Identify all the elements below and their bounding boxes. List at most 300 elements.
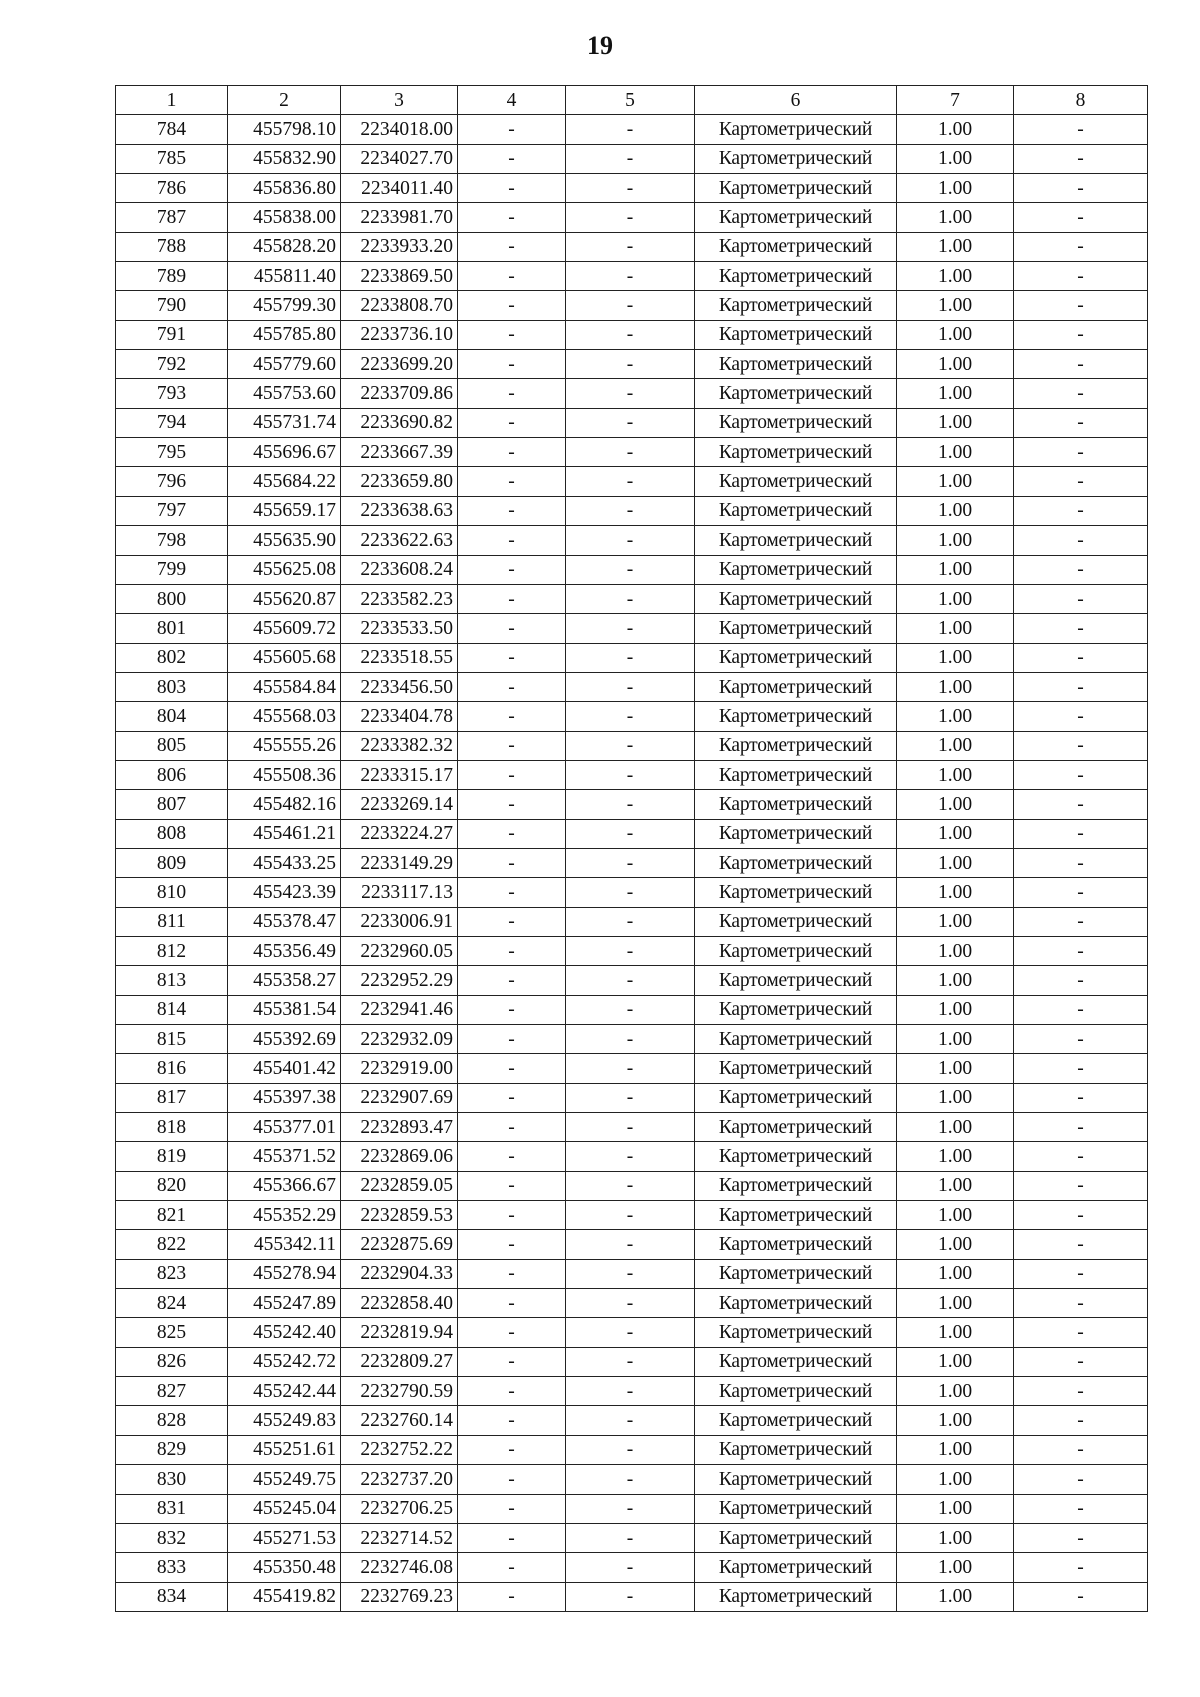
column-5-cell: -: [566, 1289, 695, 1318]
x-coordinate-cell: 455832.90: [228, 144, 341, 173]
table-row: [116, 1171, 1148, 1200]
column-8-cell: -: [1014, 643, 1148, 672]
method-cell: Картометрический: [695, 1406, 897, 1435]
x-coordinate-cell: 455838.00: [228, 203, 341, 232]
column-4-cell: -: [458, 1553, 566, 1582]
table-row: [116, 1054, 1148, 1083]
column-4-cell: -: [458, 232, 566, 261]
column-5-cell: -: [566, 907, 695, 936]
accuracy-cell: 1.00: [897, 496, 1014, 525]
x-coordinate-cell: 455696.67: [228, 438, 341, 467]
point-number-cell: 787: [116, 203, 228, 232]
column-8-cell: -: [1014, 1142, 1148, 1171]
point-number-cell: 825: [116, 1318, 228, 1347]
point-number-cell: 784: [116, 115, 228, 144]
column-8-cell: -: [1014, 1259, 1148, 1288]
table-row: [116, 1523, 1148, 1552]
x-coordinate-cell: 455392.69: [228, 1025, 341, 1054]
x-coordinate-cell: 455401.42: [228, 1054, 341, 1083]
point-number-cell: 788: [116, 232, 228, 261]
column-header: 7: [897, 86, 1014, 115]
y-coordinate-cell: 2232904.33: [341, 1259, 458, 1288]
y-coordinate-cell: 2232752.22: [341, 1435, 458, 1464]
column-5-cell: -: [566, 1494, 695, 1523]
column-5-cell: -: [566, 1113, 695, 1142]
method-cell: Картометрический: [695, 1259, 897, 1288]
point-number-cell: 790: [116, 291, 228, 320]
column-4-cell: -: [458, 760, 566, 789]
column-8-cell: -: [1014, 320, 1148, 349]
column-8-cell: -: [1014, 1025, 1148, 1054]
point-number-cell: 785: [116, 144, 228, 173]
table-row: [116, 203, 1148, 232]
table-row: [116, 1435, 1148, 1464]
x-coordinate-cell: 455356.49: [228, 936, 341, 965]
accuracy-cell: 1.00: [897, 1553, 1014, 1582]
table-row: [116, 467, 1148, 496]
column-header: 5: [566, 86, 695, 115]
accuracy-cell: 1.00: [897, 702, 1014, 731]
column-4-cell: -: [458, 115, 566, 144]
point-number-cell: 824: [116, 1289, 228, 1318]
point-number-cell: 820: [116, 1171, 228, 1200]
column-4-cell: -: [458, 1083, 566, 1112]
accuracy-cell: 1.00: [897, 1201, 1014, 1230]
y-coordinate-cell: 2232907.69: [341, 1083, 458, 1112]
column-8-cell: -: [1014, 584, 1148, 613]
column-8-cell: -: [1014, 1230, 1148, 1259]
y-coordinate-cell: 2232737.20: [341, 1465, 458, 1494]
column-8-cell: -: [1014, 1201, 1148, 1230]
column-4-cell: -: [458, 379, 566, 408]
column-4-cell: -: [458, 1171, 566, 1200]
column-4-cell: -: [458, 907, 566, 936]
x-coordinate-cell: 455423.39: [228, 878, 341, 907]
column-5-cell: -: [566, 1553, 695, 1582]
accuracy-cell: 1.00: [897, 526, 1014, 555]
table-row: [116, 174, 1148, 203]
point-number-cell: 796: [116, 467, 228, 496]
method-cell: Картометрический: [695, 1083, 897, 1112]
x-coordinate-cell: 455358.27: [228, 966, 341, 995]
column-8-cell: -: [1014, 966, 1148, 995]
table-row: [116, 438, 1148, 467]
x-coordinate-cell: 455836.80: [228, 174, 341, 203]
x-coordinate-cell: 455352.29: [228, 1201, 341, 1230]
column-8-cell: -: [1014, 1347, 1148, 1376]
accuracy-cell: 1.00: [897, 936, 1014, 965]
table-row: [116, 584, 1148, 613]
method-cell: Картометрический: [695, 731, 897, 760]
y-coordinate-cell: 2233269.14: [341, 790, 458, 819]
column-8-cell: -: [1014, 1318, 1148, 1347]
column-5-cell: -: [566, 555, 695, 584]
y-coordinate-cell: 2232893.47: [341, 1113, 458, 1142]
column-5-cell: -: [566, 584, 695, 613]
column-4-cell: -: [458, 1025, 566, 1054]
column-5-cell: -: [566, 966, 695, 995]
method-cell: Картометрический: [695, 1171, 897, 1200]
column-4-cell: -: [458, 1465, 566, 1494]
column-5-cell: -: [566, 878, 695, 907]
y-coordinate-cell: 2233006.91: [341, 907, 458, 936]
x-coordinate-cell: 455366.67: [228, 1171, 341, 1200]
y-coordinate-cell: 2233315.17: [341, 760, 458, 789]
y-coordinate-cell: 2232790.59: [341, 1377, 458, 1406]
table-row: [116, 232, 1148, 261]
column-5-cell: -: [566, 702, 695, 731]
x-coordinate-cell: 455625.08: [228, 555, 341, 584]
column-5-cell: -: [566, 819, 695, 848]
y-coordinate-cell: 2233667.39: [341, 438, 458, 467]
x-coordinate-cell: 455371.52: [228, 1142, 341, 1171]
table-row: [116, 614, 1148, 643]
accuracy-cell: 1.00: [897, 232, 1014, 261]
column-8-cell: -: [1014, 203, 1148, 232]
table-row: [116, 408, 1148, 437]
x-coordinate-cell: 455342.11: [228, 1230, 341, 1259]
column-5-cell: -: [566, 1435, 695, 1464]
column-5-cell: -: [566, 526, 695, 555]
y-coordinate-cell: 2233699.20: [341, 350, 458, 379]
method-cell: Картометрический: [695, 144, 897, 173]
column-5-cell: -: [566, 1523, 695, 1552]
x-coordinate-cell: 455555.26: [228, 731, 341, 760]
method-cell: Картометрический: [695, 291, 897, 320]
column-5-cell: -: [566, 848, 695, 877]
column-8-cell: -: [1014, 995, 1148, 1024]
column-4-cell: -: [458, 848, 566, 877]
column-5-cell: -: [566, 174, 695, 203]
column-4-cell: -: [458, 203, 566, 232]
column-8-cell: -: [1014, 1113, 1148, 1142]
column-8-cell: -: [1014, 936, 1148, 965]
method-cell: Картометрический: [695, 1142, 897, 1171]
y-coordinate-cell: 2233404.78: [341, 702, 458, 731]
point-number-cell: 822: [116, 1230, 228, 1259]
column-5-cell: -: [566, 144, 695, 173]
column-4-cell: -: [458, 1318, 566, 1347]
point-number-cell: 811: [116, 907, 228, 936]
column-8-cell: -: [1014, 1465, 1148, 1494]
point-number-cell: 794: [116, 408, 228, 437]
column-4-cell: -: [458, 672, 566, 701]
table-row: [116, 1377, 1148, 1406]
x-coordinate-cell: 455753.60: [228, 379, 341, 408]
column-8-cell: -: [1014, 848, 1148, 877]
point-number-cell: 831: [116, 1494, 228, 1523]
x-coordinate-cell: 455242.72: [228, 1347, 341, 1376]
column-8-cell: -: [1014, 1435, 1148, 1464]
point-number-cell: 818: [116, 1113, 228, 1142]
table-row: [116, 379, 1148, 408]
table-row: [116, 936, 1148, 965]
column-8-cell: -: [1014, 878, 1148, 907]
column-header: 4: [458, 86, 566, 115]
point-number-cell: 801: [116, 614, 228, 643]
x-coordinate-cell: 455811.40: [228, 262, 341, 291]
method-cell: Картометрический: [695, 1435, 897, 1464]
point-number-cell: 816: [116, 1054, 228, 1083]
point-number-cell: 813: [116, 966, 228, 995]
accuracy-cell: 1.00: [897, 966, 1014, 995]
method-cell: Картометрический: [695, 966, 897, 995]
table-row: [116, 790, 1148, 819]
table-row: [116, 1025, 1148, 1054]
y-coordinate-cell: 2232919.00: [341, 1054, 458, 1083]
x-coordinate-cell: 455378.47: [228, 907, 341, 936]
table-row: [116, 878, 1148, 907]
point-number-cell: 812: [116, 936, 228, 965]
column-4-cell: -: [458, 496, 566, 525]
column-header: 8: [1014, 86, 1148, 115]
column-4-cell: -: [458, 1582, 566, 1611]
method-cell: Картометрический: [695, 848, 897, 877]
y-coordinate-cell: 2234011.40: [341, 174, 458, 203]
accuracy-cell: 1.00: [897, 819, 1014, 848]
table-row: [116, 1494, 1148, 1523]
table-row: [116, 702, 1148, 731]
y-coordinate-cell: 2233981.70: [341, 203, 458, 232]
y-coordinate-cell: 2233518.55: [341, 643, 458, 672]
method-cell: Картометрический: [695, 350, 897, 379]
column-4-cell: -: [458, 790, 566, 819]
table-row: [116, 819, 1148, 848]
column-5-cell: -: [566, 203, 695, 232]
point-number-cell: 797: [116, 496, 228, 525]
x-coordinate-cell: 455271.53: [228, 1523, 341, 1552]
point-number-cell: 810: [116, 878, 228, 907]
method-cell: Картометрический: [695, 1025, 897, 1054]
accuracy-cell: 1.00: [897, 878, 1014, 907]
point-number-cell: 809: [116, 848, 228, 877]
y-coordinate-cell: 2233456.50: [341, 672, 458, 701]
column-8-cell: -: [1014, 1377, 1148, 1406]
point-number-cell: 802: [116, 643, 228, 672]
table-row: [116, 1553, 1148, 1582]
y-coordinate-cell: 2234018.00: [341, 115, 458, 144]
table-row: [116, 350, 1148, 379]
table-row: [116, 555, 1148, 584]
y-coordinate-cell: 2233638.63: [341, 496, 458, 525]
method-cell: Картометрический: [695, 614, 897, 643]
column-header: 6: [695, 86, 897, 115]
y-coordinate-cell: 2233690.82: [341, 408, 458, 437]
y-coordinate-cell: 2233659.80: [341, 467, 458, 496]
method-cell: Картометрический: [695, 760, 897, 789]
column-5-cell: -: [566, 1347, 695, 1376]
column-5-cell: -: [566, 1377, 695, 1406]
point-number-cell: 804: [116, 702, 228, 731]
method-cell: Картометрический: [695, 878, 897, 907]
accuracy-cell: 1.00: [897, 995, 1014, 1024]
column-4-cell: -: [458, 291, 566, 320]
y-coordinate-cell: 2233117.13: [341, 878, 458, 907]
y-coordinate-cell: 2233224.27: [341, 819, 458, 848]
table-row: [116, 907, 1148, 936]
x-coordinate-cell: 455731.74: [228, 408, 341, 437]
column-8-cell: -: [1014, 555, 1148, 584]
method-cell: Картометрический: [695, 408, 897, 437]
method-cell: Картометрический: [695, 1523, 897, 1552]
x-coordinate-cell: 455635.90: [228, 526, 341, 555]
column-8-cell: -: [1014, 1083, 1148, 1112]
accuracy-cell: 1.00: [897, 1142, 1014, 1171]
x-coordinate-cell: 455779.60: [228, 350, 341, 379]
x-coordinate-cell: 455785.80: [228, 320, 341, 349]
accuracy-cell: 1.00: [897, 731, 1014, 760]
column-4-cell: -: [458, 555, 566, 584]
column-4-cell: -: [458, 144, 566, 173]
accuracy-cell: 1.00: [897, 790, 1014, 819]
column-5-cell: -: [566, 1054, 695, 1083]
method-cell: Картометрический: [695, 936, 897, 965]
method-cell: Картометрический: [695, 555, 897, 584]
method-cell: Картометрический: [695, 1054, 897, 1083]
column-5-cell: -: [566, 1318, 695, 1347]
accuracy-cell: 1.00: [897, 760, 1014, 789]
column-8-cell: -: [1014, 907, 1148, 936]
x-coordinate-cell: 455461.21: [228, 819, 341, 848]
x-coordinate-cell: 455828.20: [228, 232, 341, 261]
column-4-cell: -: [458, 1142, 566, 1171]
method-cell: Картометрический: [695, 526, 897, 555]
y-coordinate-cell: 2232932.09: [341, 1025, 458, 1054]
column-5-cell: -: [566, 760, 695, 789]
y-coordinate-cell: 2233608.24: [341, 555, 458, 584]
point-number-cell: 807: [116, 790, 228, 819]
table-row: [116, 1230, 1148, 1259]
point-number-cell: 814: [116, 995, 228, 1024]
table-row: [116, 1289, 1148, 1318]
column-4-cell: -: [458, 1230, 566, 1259]
x-coordinate-cell: 455251.61: [228, 1435, 341, 1464]
column-4-cell: -: [458, 702, 566, 731]
accuracy-cell: 1.00: [897, 848, 1014, 877]
point-number-cell: 786: [116, 174, 228, 203]
column-5-cell: -: [566, 1142, 695, 1171]
x-coordinate-cell: 455419.82: [228, 1582, 341, 1611]
method-cell: Картометрический: [695, 1494, 897, 1523]
column-8-cell: -: [1014, 262, 1148, 291]
column-8-cell: -: [1014, 731, 1148, 760]
x-coordinate-cell: 455242.44: [228, 1377, 341, 1406]
y-coordinate-cell: 2233736.10: [341, 320, 458, 349]
accuracy-cell: 1.00: [897, 1113, 1014, 1142]
page-number: 19: [587, 31, 613, 60]
point-number-cell: 815: [116, 1025, 228, 1054]
column-8-cell: -: [1014, 144, 1148, 173]
accuracy-cell: 1.00: [897, 1435, 1014, 1464]
accuracy-cell: 1.00: [897, 467, 1014, 496]
method-cell: Картометрический: [695, 643, 897, 672]
column-8-cell: -: [1014, 232, 1148, 261]
method-cell: Картометрический: [695, 584, 897, 613]
column-4-cell: -: [458, 350, 566, 379]
column-4-cell: -: [458, 526, 566, 555]
method-cell: Картометрический: [695, 1465, 897, 1494]
x-coordinate-cell: 455620.87: [228, 584, 341, 613]
accuracy-cell: 1.00: [897, 1523, 1014, 1552]
y-coordinate-cell: 2232706.25: [341, 1494, 458, 1523]
column-8-cell: -: [1014, 1406, 1148, 1435]
table-row: [116, 848, 1148, 877]
x-coordinate-cell: 455242.40: [228, 1318, 341, 1347]
x-coordinate-cell: 455278.94: [228, 1259, 341, 1288]
y-coordinate-cell: 2233869.50: [341, 262, 458, 291]
point-number-cell: 826: [116, 1347, 228, 1376]
accuracy-cell: 1.00: [897, 1054, 1014, 1083]
column-5-cell: -: [566, 1230, 695, 1259]
method-cell: Картометрический: [695, 1347, 897, 1376]
accuracy-cell: 1.00: [897, 1582, 1014, 1611]
point-number-cell: 798: [116, 526, 228, 555]
column-5-cell: -: [566, 408, 695, 437]
table-row: [116, 1582, 1148, 1611]
table-row: [116, 672, 1148, 701]
column-8-cell: -: [1014, 467, 1148, 496]
table-row: [116, 1465, 1148, 1494]
column-8-cell: -: [1014, 1494, 1148, 1523]
y-coordinate-cell: 2232859.53: [341, 1201, 458, 1230]
table-row: [116, 262, 1148, 291]
y-coordinate-cell: 2232941.46: [341, 995, 458, 1024]
table-row: [116, 1083, 1148, 1112]
table-row: [116, 144, 1148, 173]
table-row: [116, 1259, 1148, 1288]
column-5-cell: -: [566, 320, 695, 349]
method-cell: Картометрический: [695, 262, 897, 291]
column-5-cell: -: [566, 1582, 695, 1611]
column-8-cell: -: [1014, 819, 1148, 848]
column-5-cell: -: [566, 643, 695, 672]
table-row: [116, 320, 1148, 349]
point-number-cell: 803: [116, 672, 228, 701]
column-4-cell: -: [458, 1377, 566, 1406]
column-4-cell: -: [458, 320, 566, 349]
column-4-cell: -: [458, 731, 566, 760]
x-coordinate-cell: 455568.03: [228, 702, 341, 731]
accuracy-cell: 1.00: [897, 1259, 1014, 1288]
column-5-cell: -: [566, 467, 695, 496]
column-4-cell: -: [458, 1259, 566, 1288]
column-4-cell: -: [458, 1494, 566, 1523]
y-coordinate-cell: 2233582.23: [341, 584, 458, 613]
column-5-cell: -: [566, 672, 695, 701]
y-coordinate-cell: 2233149.29: [341, 848, 458, 877]
column-5-cell: -: [566, 496, 695, 525]
accuracy-cell: 1.00: [897, 203, 1014, 232]
accuracy-cell: 1.00: [897, 1465, 1014, 1494]
column-5-cell: -: [566, 1171, 695, 1200]
column-4-cell: -: [458, 614, 566, 643]
column-5-cell: -: [566, 995, 695, 1024]
y-coordinate-cell: 2232858.40: [341, 1289, 458, 1318]
table-row: [116, 1406, 1148, 1435]
column-header: 2: [228, 86, 341, 115]
accuracy-cell: 1.00: [897, 408, 1014, 437]
column-5-cell: -: [566, 232, 695, 261]
column-8-cell: -: [1014, 760, 1148, 789]
point-number-cell: 799: [116, 555, 228, 584]
column-4-cell: -: [458, 467, 566, 496]
point-number-cell: 808: [116, 819, 228, 848]
column-5-cell: -: [566, 262, 695, 291]
point-number-cell: 806: [116, 760, 228, 789]
column-5-cell: -: [566, 1201, 695, 1230]
x-coordinate-cell: 455249.75: [228, 1465, 341, 1494]
column-4-cell: -: [458, 995, 566, 1024]
